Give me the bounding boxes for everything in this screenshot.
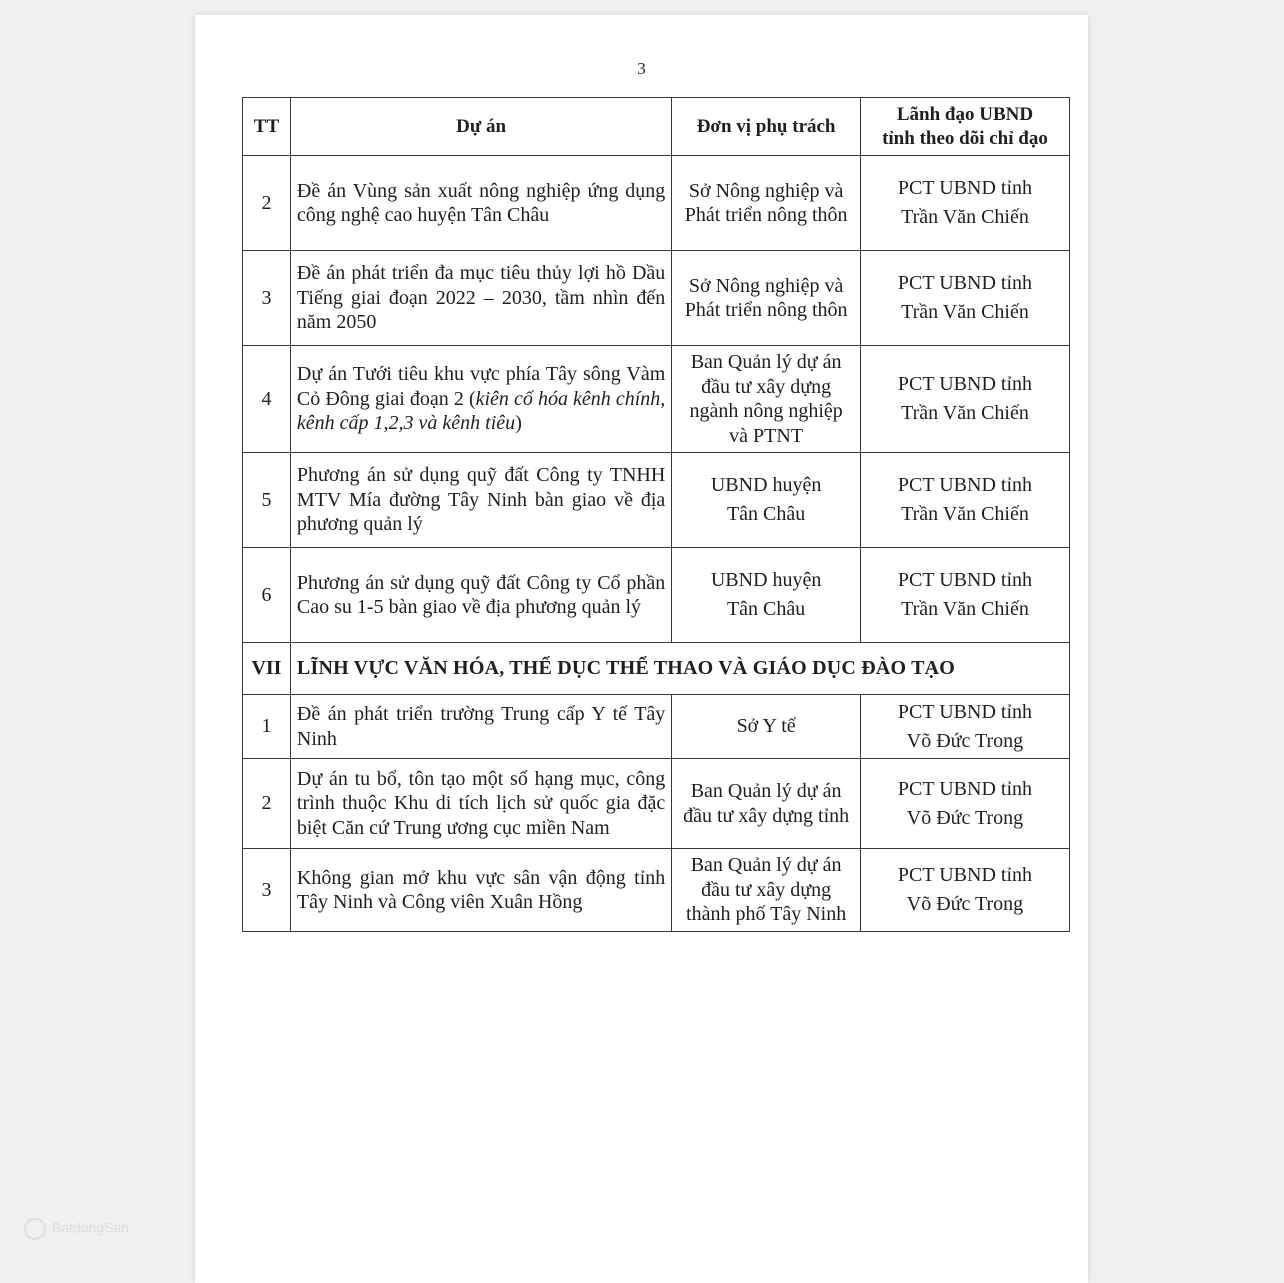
row-project: Đề án phát triển trường Trung cấp Y tế Tây Ninh (290, 695, 671, 759)
row-project: Đề án phát triển đa mục tiêu thủy lợi hồ Dầu Tiếng giai đoạn 2022 – 2030, tầm nhìn đến năm 2050 (290, 251, 671, 346)
table-header-row (243, 98, 1070, 156)
project-italic-note: kiên cố hóa kênh chính, kênh cấp 1,2,3 và kênh tiêu (296, 387, 666, 435)
row-unit (672, 453, 861, 548)
watermark (24, 1218, 129, 1240)
table-row (243, 548, 1070, 643)
leader-title: PCT UBND tỉnh (897, 700, 1033, 723)
table-row (243, 251, 1070, 346)
leader-title: PCT UBND tỉnh (897, 777, 1033, 800)
header-unit: Đơn vị phụ trách (672, 98, 861, 156)
row-tt: 3 (243, 251, 291, 346)
row-unit (672, 548, 861, 643)
leader-title: PCT UBND tỉnh (897, 864, 1033, 886)
unit-line1: UBND huyện (710, 569, 822, 591)
leader-title: PCT UBND tỉnh (897, 373, 1033, 395)
section-number: VII (243, 643, 291, 695)
table-row (243, 156, 1070, 251)
header-leader (860, 98, 1069, 156)
row-tt: 2 (243, 156, 291, 251)
header-leader-line1: Lãnh đạo UBND (896, 103, 1034, 125)
row-leader (860, 759, 1069, 849)
watermark-text: BatdongSan (52, 1219, 130, 1236)
table-row (243, 453, 1070, 548)
row-tt: 3 (243, 849, 291, 932)
project-text: Dự án Tưới tiêu khu vực phía Tây sông Vàm Cỏ Đông giai đoạn 2 ( (296, 363, 666, 410)
row-project: Phương án sử dụng quỹ đất Công ty TNHH MTV Mía đường Tây Ninh bàn giao về địa phương quản lý (290, 453, 671, 548)
watermark-logo-icon (24, 1218, 46, 1240)
row-project (290, 346, 671, 453)
header-tt: TT (243, 98, 291, 156)
project-text-end: ) (515, 412, 522, 435)
row-tt: 1 (243, 695, 291, 759)
unit-line2: Tân Châu (726, 598, 806, 620)
leader-name: Trần Văn Chiến (901, 402, 1029, 424)
row-tt: 4 (243, 346, 291, 453)
section-title: LĨNH VỰC VĂN HÓA, THỂ DỤC THỂ THAO VÀ GIÁO DỤC ĐÀO TẠO (290, 643, 1069, 695)
row-leader (860, 548, 1069, 643)
project-table (242, 97, 1070, 932)
leader-name: Trần Văn Chiến (901, 503, 1029, 525)
leader-name: Trần Văn Chiến (901, 206, 1029, 228)
table-row (243, 346, 1070, 453)
row-project: Đề án Vùng sản xuất nông nghiệp ứng dụng công nghệ cao huyện Tân Châu (290, 156, 671, 251)
leader-name: Võ Đức Trong (906, 893, 1024, 915)
row-project: Không gian mở khu vực sân vận động tỉnh Tây Ninh và Công viên Xuân Hồng (290, 849, 671, 932)
leader-name: Trần Văn Chiến (901, 301, 1029, 323)
row-tt: 5 (243, 453, 291, 548)
row-leader (860, 849, 1069, 932)
leader-title: PCT UBND tỉnh (897, 177, 1033, 199)
row-project: Dự án tu bổ, tôn tạo một số hạng mục, công trình thuộc Khu di tích lịch sử quốc gia đặc biệt Căn cứ Trung ương cục miền Nam (290, 759, 671, 849)
row-unit: Ban Quản lý dự án đầu tư xây dựng thành phố Tây Ninh (672, 849, 861, 932)
table-row (243, 849, 1070, 932)
document-page (195, 15, 1088, 1283)
leader-title: PCT UBND tỉnh (897, 569, 1033, 591)
row-unit: Sở Y tế (672, 695, 861, 759)
row-leader (860, 251, 1069, 346)
unit-line1: UBND huyện (710, 474, 822, 496)
row-leader (860, 346, 1069, 453)
row-unit: Sở Nông nghiệp và Phát triển nông thôn (672, 156, 861, 251)
section-header-row (243, 643, 1070, 695)
row-project: Phương án sử dụng quỹ đất Công ty Cổ phần Cao su 1-5 bàn giao về địa phương quản lý (290, 548, 671, 643)
header-leader-line2: tỉnh theo dõi chỉ đạo (882, 127, 1048, 149)
row-unit: Sở Nông nghiệp và Phát triển nông thôn (672, 251, 861, 346)
leader-name: Võ Đức Trong (906, 729, 1024, 752)
row-tt: 6 (243, 548, 291, 643)
row-leader (860, 453, 1069, 548)
header-project: Dự án (290, 98, 671, 156)
row-leader (860, 695, 1069, 759)
row-leader (860, 156, 1069, 251)
table-row (243, 759, 1070, 849)
leader-name: Trần Văn Chiến (901, 598, 1029, 620)
unit-line2: Tân Châu (726, 503, 806, 525)
row-tt: 2 (243, 759, 291, 849)
row-unit: Ban Quản lý dự án đầu tư xây dựng tỉnh (672, 759, 861, 849)
leader-name: Võ Đức Trong (906, 806, 1024, 829)
page-number: 3 (637, 59, 646, 78)
leader-title: PCT UBND tỉnh (897, 272, 1033, 294)
row-unit: Ban Quản lý dự án đầu tư xây dựng ngành nông nghiệp và PTNT (672, 346, 861, 453)
leader-title: PCT UBND tỉnh (897, 474, 1033, 496)
table-row (243, 695, 1070, 759)
